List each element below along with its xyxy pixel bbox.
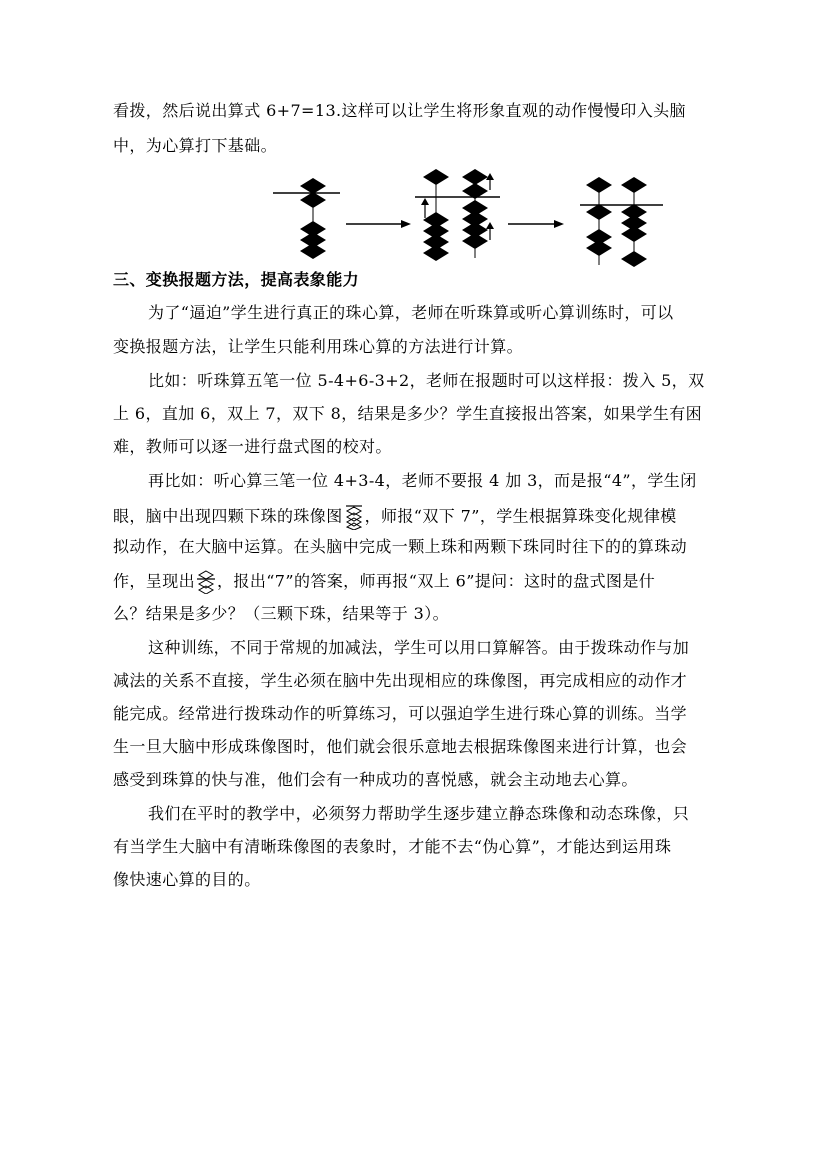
abacus-stage-1: [273, 178, 340, 259]
abacus-bead: [462, 233, 488, 249]
text-line: 看拨，然后说出算式 6+7=13.这样可以让学生将形象直观的动作慢慢印入头脑: [113, 101, 686, 120]
abacus-bead: [621, 251, 647, 267]
section-heading: 三、变换报题方法，提高表象能力: [113, 270, 360, 289]
seven-beads-icon: [195, 570, 217, 594]
text-line: 拟动作，在大脑中运算。在头脑中完成一颗上珠和两颗下珠同时往下的的算珠动: [113, 537, 688, 556]
abacus-stage-3: [580, 177, 663, 267]
arrow-right-icon: [508, 220, 564, 228]
text-line: 减法的关系不直接，学生必须在脑中先出现相应的珠像图，再完成相应的动作才: [113, 671, 688, 690]
text-fragment: 作，呈现出: [113, 571, 196, 591]
text-line: 能完成。经常进行拨珠动作的听算练习，可以强迫学生进行珠心算的训练。当学: [113, 704, 688, 723]
text-line: 像快速心算的目的。: [113, 870, 261, 889]
abacus-diagram: [0, 0, 817, 280]
text-fragment: ，师报“双下 7”，学生根据算珠变化规律模: [364, 506, 677, 526]
text-line: 难，教师可以逐一进行盘式图的校对。: [113, 437, 392, 456]
text-fragment: ，报出“7”的答案，师再报“双上 6”提问：这时的盘式图是什: [217, 571, 656, 591]
text-line: 上 6，直加 6，双上 7，双下 8，结果是多少？学生直接报出答案，如果学生有困: [113, 404, 703, 423]
abacus-bead: [300, 192, 326, 208]
abacus-bead: [300, 243, 326, 259]
text-line: 再比如：听心算三笔一位 4+3-4，老师不要报 4 加 3，而是报“4”，学生闭: [148, 471, 697, 490]
text-line: 中，为心算打下基础。: [113, 136, 278, 155]
text-line: 么？结果是多少？（三颗下珠，结果等于 3）。: [113, 604, 450, 623]
text-line: 比如：听珠算五笔一位 5-4+6-3+2，老师在报题时可以这样报：拨入 5，双: [148, 371, 705, 390]
text-line: 我们在平时的教学中，必须努力帮助学生逐步建立静态珠像和动态珠像，只: [148, 804, 690, 823]
text-line: 生一旦大脑中形成珠像图时，他们就会很乐意地去根据珠像图来进行计算，也会: [113, 737, 688, 756]
abacus-stage-2: [415, 169, 500, 261]
text-fragment: 眼，脑中出现四颗下珠的珠像图: [113, 506, 343, 526]
text-line: [113, 570, 713, 594]
abacus-bead: [621, 177, 647, 193]
abacus-bead: [462, 169, 488, 185]
abacus-bead: [423, 169, 449, 185]
text-line: 为了“逼迫”学生进行真正的珠心算，老师在听珠算或听心算训练时，可以: [148, 303, 674, 322]
four-lower-beads-icon: [343, 504, 365, 530]
abacus-bead: [586, 204, 612, 220]
arrow-right-icon: [346, 220, 411, 228]
text-line: 这种训练，不同于常规的加减法，学生可以用口算解答。由于拨珠动作与加: [148, 638, 690, 657]
abacus-bead: [621, 226, 647, 242]
abacus-bead: [423, 245, 449, 261]
text-line: 感受到珠算的快与准，他们会有一种成功的喜悦感，就会主动地去心算。: [113, 770, 638, 789]
text-line: [113, 504, 713, 530]
abacus-bead: [586, 177, 612, 193]
text-line: 变换报题方法，让学生只能利用珠心算的方法进行计算。: [113, 337, 524, 356]
text-line: 有当学生大脑中有清晰珠像图的表象时，才能不去“伪心算”，才能达到运用珠: [113, 837, 672, 856]
abacus-bead: [586, 240, 612, 256]
abacus-bead: [300, 178, 326, 194]
